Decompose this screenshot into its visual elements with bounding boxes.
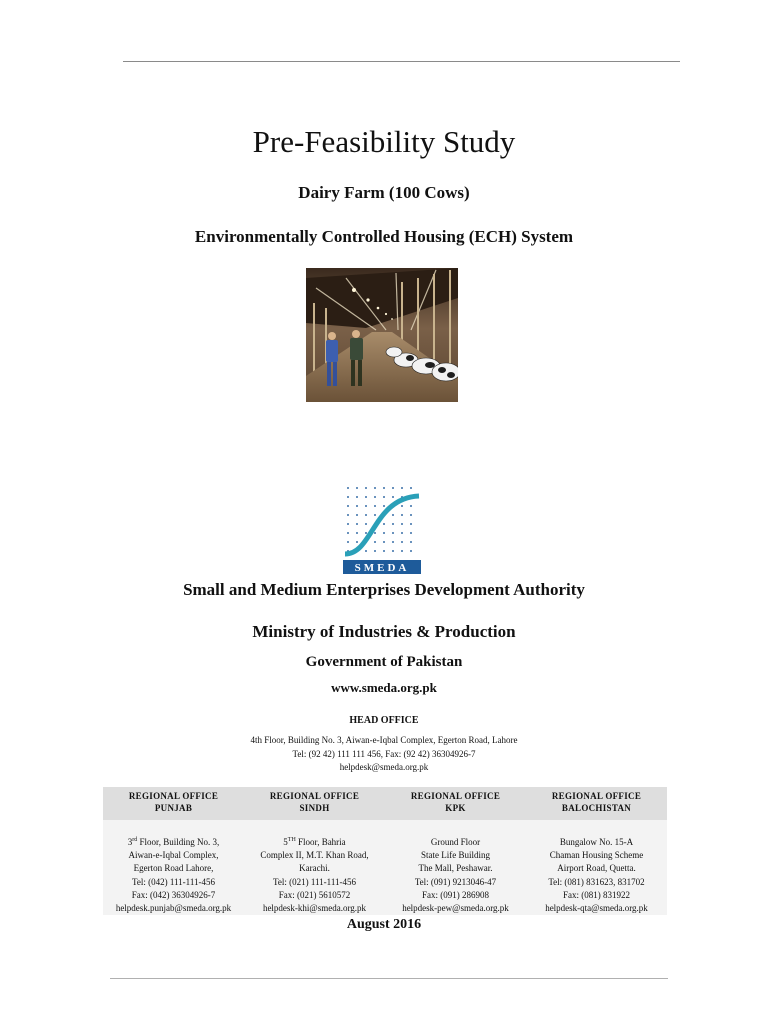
government-name: Government of Pakistan — [305, 654, 463, 670]
office-address: 3rd Floor, Building No. 3, Aiwan-e-Iqbal Complex, Egerton Road Lahore, Tel: (042) 111-111-456 Fax: (042) 36304926-7 helpdesk.punjab@smeda.org.pk — [103, 834, 244, 915]
dairy-barn-photo — [306, 268, 458, 402]
office-email[interactable]: helpdesk-pew@smeda.org.pk — [402, 903, 509, 914]
organization-name: Small and Medium Enterprises Development Authority — [183, 580, 585, 599]
website-link[interactable]: www.smeda.org.pk — [331, 680, 437, 695]
smeda-logo — [343, 484, 421, 574]
regional-office-punjab — [103, 787, 244, 915]
document-subtitle-ech-system: Environmentally Controlled Housing (ECH) System — [194, 227, 574, 246]
bottom-rule — [110, 978, 668, 979]
head-office-phone: Tel: (92 42) 111 111 456, Fax: (92 42) 36304926-7 — [292, 749, 476, 759]
top-rule — [123, 61, 680, 62]
regional-office-sindh — [244, 787, 385, 915]
office-heading: REGIONAL OFFICE PUNJAB — [103, 790, 244, 814]
head-office-address: 4th Floor, Building No. 3, Aiwan-e-Iqbal Complex, Egerton Road, Lahore — [250, 735, 518, 745]
head-office-email[interactable]: helpdesk@smeda.org.pk — [339, 762, 429, 772]
office-heading: REGIONAL OFFICE SINDH — [244, 790, 385, 814]
office-region: SINDH — [299, 803, 330, 813]
office-heading: REGIONAL OFFICE BALOCHISTAN — [526, 790, 667, 814]
smeda-logo-text: SMEDA — [354, 562, 410, 574]
office-address: 5TH Floor, Bahria Complex II, M.T. Khan Road, Karachi. Tel: (021) 111-111-456 Fax: (021) 5610572 helpdesk-khi@smeda.org.pk — [244, 834, 385, 915]
document-title: Pre-Feasibility Study — [252, 124, 516, 159]
office-region: BALOCHISTAN — [561, 803, 632, 813]
document-date: August 2016 — [346, 917, 422, 932]
office-region: KPK — [445, 803, 466, 813]
regional-office-balochistan — [526, 787, 667, 915]
regional-offices-table — [103, 787, 667, 915]
ministry-name: Ministry of Industries & Production — [252, 622, 516, 641]
office-address: Bungalow No. 15-A Chaman Housing Scheme Airport Road, Quetta. Tel: (081) 831623, 831702 Fax: (081) 831922 helpdesk-qta@smeda.org.pk — [526, 834, 667, 915]
office-address: Ground Floor State Life Building The Mall, Peshawar. Tel: (091) 9213046-47 Fax: (091) 286908 helpdesk-pew@smeda.org.pk — [385, 834, 526, 915]
office-heading: REGIONAL OFFICE KPK — [385, 790, 526, 814]
office-email[interactable]: helpdesk-qta@smeda.org.pk — [545, 903, 648, 914]
head-office-heading: HEAD OFFICE — [349, 715, 419, 726]
document-subtitle-dairy-farm: Dairy Farm (100 Cows) — [298, 183, 470, 202]
regional-office-kpk — [385, 787, 526, 915]
office-email[interactable]: helpdesk.punjab@smeda.org.pk — [115, 903, 232, 914]
office-region: PUNJAB — [154, 803, 193, 813]
office-email[interactable]: helpdesk-khi@smeda.org.pk — [262, 903, 367, 914]
